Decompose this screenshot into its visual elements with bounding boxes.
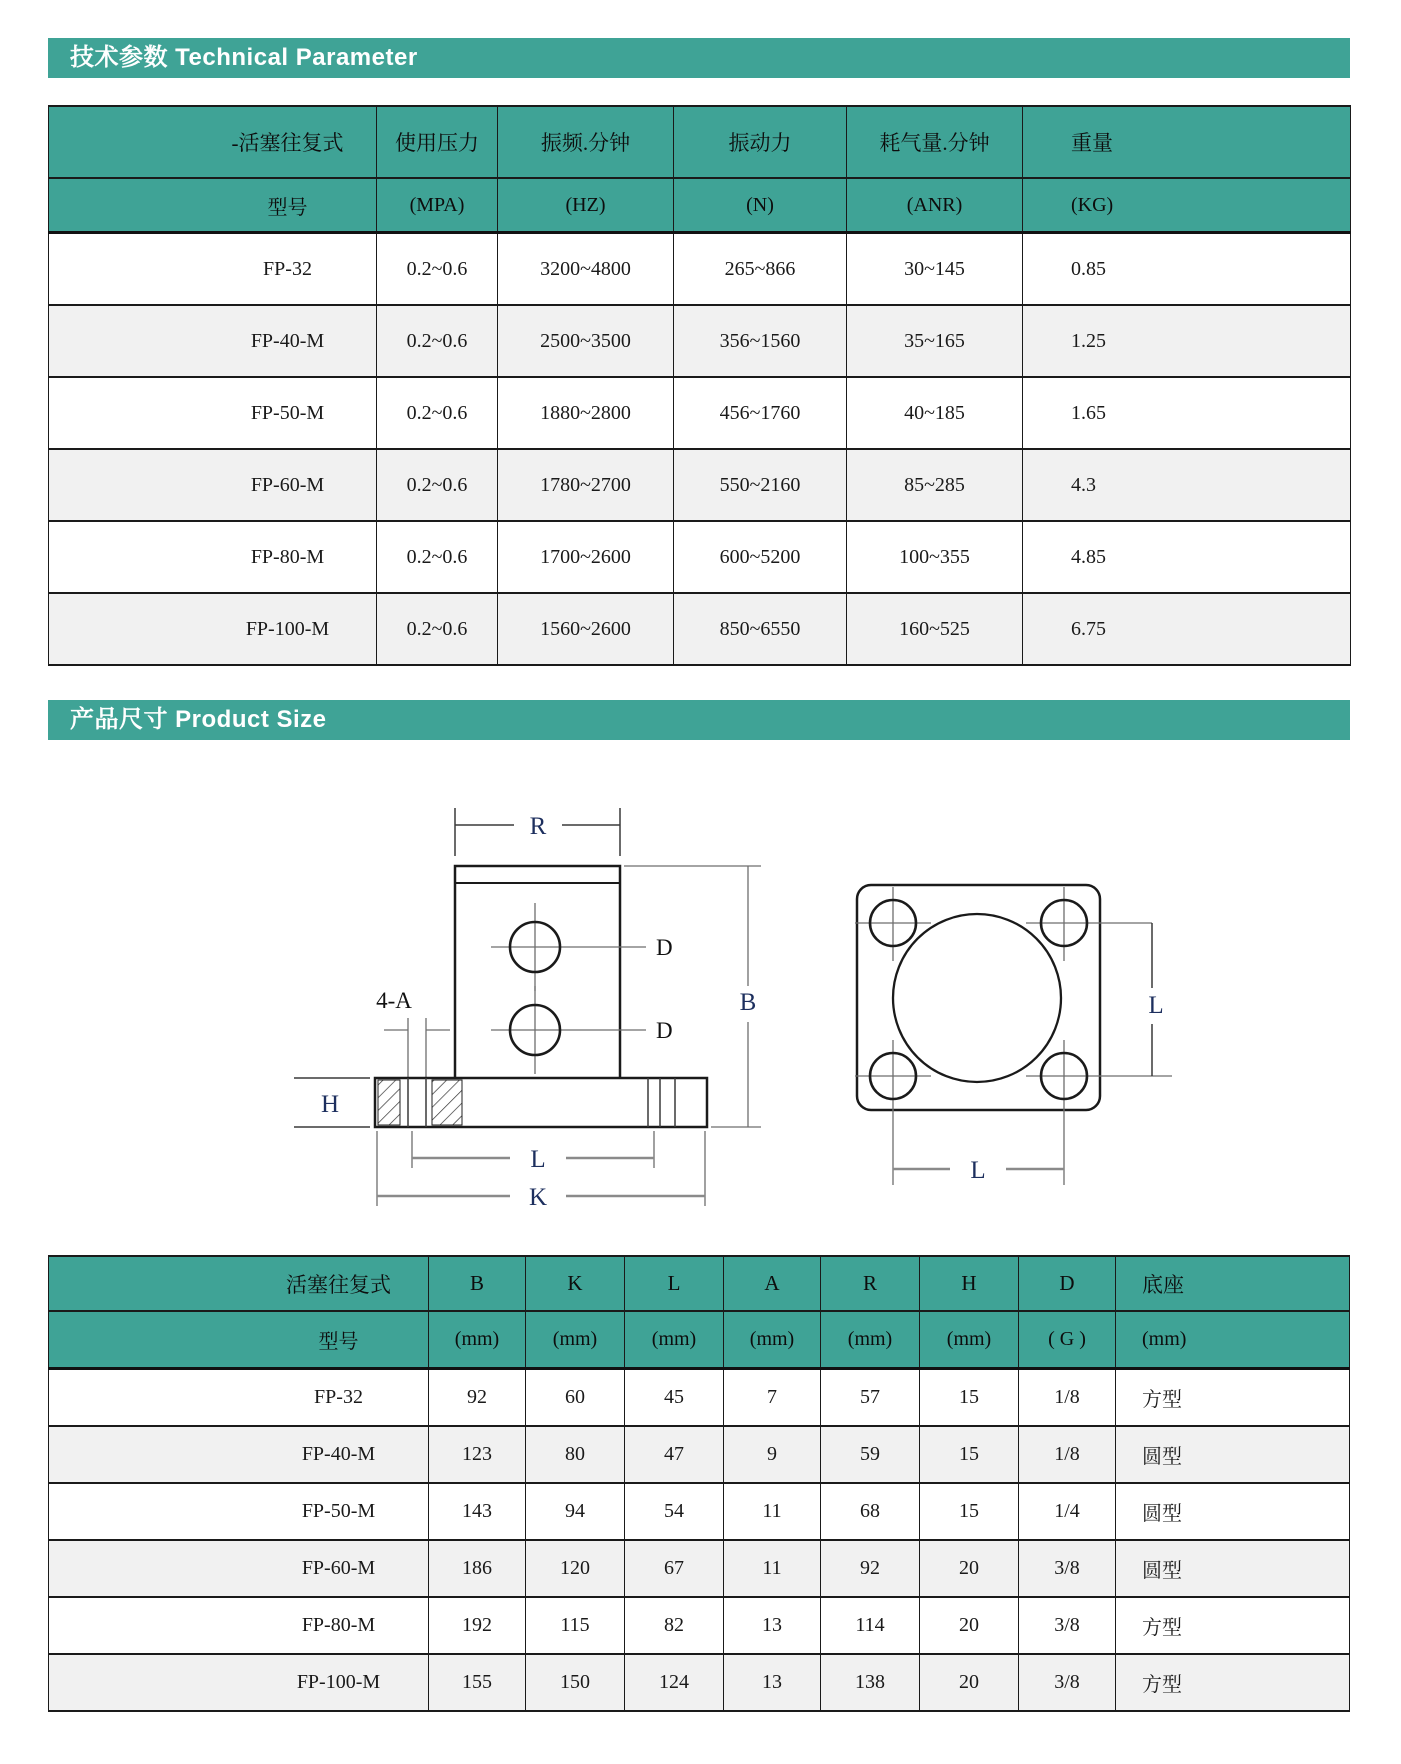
table-header-row xyxy=(49,178,1351,233)
table-cell: 0.2~0.6 xyxy=(377,233,498,306)
column-header: 使用压力 xyxy=(377,106,498,178)
column-header: 耗气量.分钟 xyxy=(847,106,1023,178)
dim-label-h: H xyxy=(320,1091,340,1118)
column-header: 振动力 xyxy=(674,106,847,178)
model-cell: FP-100-M xyxy=(49,1654,429,1711)
column-header: 振频.分钟 xyxy=(498,106,674,178)
table-cell: 1700~2600 xyxy=(498,521,674,593)
table-row xyxy=(49,521,1351,593)
table-row xyxy=(49,233,1351,306)
table-cell: 1.25 xyxy=(1023,305,1351,377)
column-header: 活塞往复式 xyxy=(49,1256,429,1311)
table-cell: 115 xyxy=(526,1597,625,1654)
table-cell: 2500~3500 xyxy=(498,305,674,377)
column-header: (mm) xyxy=(429,1311,526,1369)
table-cell: 1/4 xyxy=(1019,1483,1116,1540)
table-cell: 0.2~0.6 xyxy=(377,521,498,593)
table-row xyxy=(49,1483,1350,1540)
table-cell: 7 xyxy=(724,1369,821,1427)
table-cell: 68 xyxy=(821,1483,920,1540)
column-header: B xyxy=(429,1256,526,1311)
table-cell: 20 xyxy=(920,1540,1019,1597)
dim-label-l-side: L xyxy=(1148,992,1164,1019)
table-cell: 94 xyxy=(526,1483,625,1540)
table-cell: 60 xyxy=(526,1369,625,1427)
table-cell: 方型 xyxy=(1116,1597,1350,1654)
table-cell: 92 xyxy=(821,1540,920,1597)
table-cell: 圆型 xyxy=(1116,1483,1350,1540)
table-cell: 0.2~0.6 xyxy=(377,377,498,449)
table-cell: 155 xyxy=(429,1654,526,1711)
table-cell: 0.85 xyxy=(1023,233,1351,306)
table-cell: 80 xyxy=(526,1426,625,1483)
table-cell: 1880~2800 xyxy=(498,377,674,449)
table-cell: 600~5200 xyxy=(674,521,847,593)
table-row xyxy=(49,1597,1350,1654)
table-cell: 0.2~0.6 xyxy=(377,305,498,377)
table-cell: 47 xyxy=(625,1426,724,1483)
table-cell: 4.3 xyxy=(1023,449,1351,521)
table-cell: 0.2~0.6 xyxy=(377,449,498,521)
table-cell: 方型 xyxy=(1116,1654,1350,1711)
flange-hatch-left xyxy=(378,1080,400,1125)
table-cell: 40~185 xyxy=(847,377,1023,449)
table-cell: 100~355 xyxy=(847,521,1023,593)
dim-label-k: K xyxy=(528,1184,548,1211)
column-header: (N) xyxy=(674,178,847,233)
table-cell: 20 xyxy=(920,1597,1019,1654)
top-view xyxy=(855,885,1172,1185)
table-cell: 4.85 xyxy=(1023,521,1351,593)
table-cell: 方型 xyxy=(1116,1369,1350,1427)
column-header: (KG) xyxy=(1023,178,1351,233)
table-row xyxy=(49,305,1351,377)
dim-label-d-bottom: D xyxy=(656,1018,673,1043)
table-cell: 1780~2700 xyxy=(498,449,674,521)
section-header-product-size: 产品尺寸 Product Size xyxy=(48,700,1350,740)
table-cell: 124 xyxy=(625,1654,724,1711)
front-view xyxy=(294,808,761,1211)
dimension-drawing xyxy=(48,740,1350,1245)
column-header: R xyxy=(821,1256,920,1311)
table-cell: 45 xyxy=(625,1369,724,1427)
table-cell: 54 xyxy=(625,1483,724,1540)
table-cell: 123 xyxy=(429,1426,526,1483)
table-cell: 850~6550 xyxy=(674,593,847,665)
table-cell: 1.65 xyxy=(1023,377,1351,449)
column-header: (mm) xyxy=(526,1311,625,1369)
table-cell: 1560~2600 xyxy=(498,593,674,665)
column-header: K xyxy=(526,1256,625,1311)
table-cell: 20 xyxy=(920,1654,1019,1711)
column-header: 型号 xyxy=(49,1311,429,1369)
dim-label-l-bottom: L xyxy=(970,1157,986,1184)
column-header: ( G ) xyxy=(1019,1311,1116,1369)
table-cell: 35~165 xyxy=(847,305,1023,377)
dim-label-d-top: D xyxy=(656,935,673,960)
table-cell: 3/8 xyxy=(1019,1597,1116,1654)
flange-hatch-right xyxy=(432,1080,462,1125)
dim-label-4a: 4-A xyxy=(376,988,412,1013)
section-header-technical-parameter: 技术参数 Technical Parameter xyxy=(48,38,1350,78)
table-cell: 30~145 xyxy=(847,233,1023,306)
column-header: (mm) xyxy=(821,1311,920,1369)
table-cell: 9 xyxy=(724,1426,821,1483)
model-cell: FP-60-M xyxy=(49,1540,429,1597)
table-cell: 67 xyxy=(625,1540,724,1597)
table-cell: 85~285 xyxy=(847,449,1023,521)
table-cell: 13 xyxy=(724,1654,821,1711)
table-row xyxy=(49,1426,1350,1483)
table-cell: 11 xyxy=(724,1483,821,1540)
table-cell: 138 xyxy=(821,1654,920,1711)
table-cell: 82 xyxy=(625,1597,724,1654)
table-cell: 11 xyxy=(724,1540,821,1597)
table-cell: 0.2~0.6 xyxy=(377,593,498,665)
table-row xyxy=(49,593,1351,665)
table-header-row xyxy=(49,106,1351,178)
table-cell: 6.75 xyxy=(1023,593,1351,665)
product-size-table xyxy=(48,1255,1350,1712)
column-header: (mm) xyxy=(625,1311,724,1369)
dim-line-4a xyxy=(384,1018,450,1078)
dim-label-b: B xyxy=(739,989,757,1016)
model-cell: FP-40-M xyxy=(49,1426,429,1483)
table-cell: 550~2160 xyxy=(674,449,847,521)
model-cell: FP-50-M xyxy=(49,377,377,449)
table-cell: 3200~4800 xyxy=(498,233,674,306)
model-cell: FP-32 xyxy=(49,233,377,306)
table-cell: 143 xyxy=(429,1483,526,1540)
column-header: A xyxy=(724,1256,821,1311)
table-cell: 57 xyxy=(821,1369,920,1427)
table-cell: 圆型 xyxy=(1116,1540,1350,1597)
model-cell: FP-40-M xyxy=(49,305,377,377)
column-header: (mm) xyxy=(724,1311,821,1369)
table-cell: 186 xyxy=(429,1540,526,1597)
table-cell: 3/8 xyxy=(1019,1540,1116,1597)
column-header: 底座 xyxy=(1116,1256,1350,1311)
table-cell: 456~1760 xyxy=(674,377,847,449)
table-cell: 192 xyxy=(429,1597,526,1654)
column-header: (MPA) xyxy=(377,178,498,233)
column-header: D xyxy=(1019,1256,1116,1311)
table-cell: 120 xyxy=(526,1540,625,1597)
table-cell: 15 xyxy=(920,1483,1019,1540)
table-cell: 15 xyxy=(920,1369,1019,1427)
table-cell: 1/8 xyxy=(1019,1369,1116,1427)
table-cell: 15 xyxy=(920,1426,1019,1483)
table-cell: 265~866 xyxy=(674,233,847,306)
table-cell: 160~525 xyxy=(847,593,1023,665)
table-header-row xyxy=(49,1256,1350,1311)
flange-base-outline xyxy=(375,1078,707,1127)
table-cell: 3/8 xyxy=(1019,1654,1116,1711)
dim-label-l-front: L xyxy=(530,1146,546,1173)
column-header: L xyxy=(625,1256,724,1311)
column-header: (mm) xyxy=(920,1311,1019,1369)
table-row xyxy=(49,1654,1350,1711)
column-header: 型号 xyxy=(49,178,377,233)
table-cell: 150 xyxy=(526,1654,625,1711)
column-header: (mm) xyxy=(1116,1311,1350,1369)
model-cell: FP-60-M xyxy=(49,449,377,521)
model-cell: FP-100-M xyxy=(49,593,377,665)
model-cell: FP-50-M xyxy=(49,1483,429,1540)
column-header: (ANR) xyxy=(847,178,1023,233)
table-row xyxy=(49,377,1351,449)
table-row xyxy=(49,1369,1350,1427)
table-cell: 圆型 xyxy=(1116,1426,1350,1483)
model-cell: FP-32 xyxy=(49,1369,429,1427)
table-cell: 92 xyxy=(429,1369,526,1427)
table-cell: 1/8 xyxy=(1019,1426,1116,1483)
column-header: (HZ) xyxy=(498,178,674,233)
column-header: -活塞往复式 xyxy=(49,106,377,178)
table-cell: 356~1560 xyxy=(674,305,847,377)
dim-label-r: R xyxy=(529,813,547,840)
technical-parameter-table xyxy=(48,105,1351,666)
table-row xyxy=(49,1540,1350,1597)
model-cell: FP-80-M xyxy=(49,1597,429,1654)
column-header: H xyxy=(920,1256,1019,1311)
table-header-row xyxy=(49,1311,1350,1369)
table-row xyxy=(49,449,1351,521)
table-cell: 13 xyxy=(724,1597,821,1654)
table-cell: 59 xyxy=(821,1426,920,1483)
table-cell: 114 xyxy=(821,1597,920,1654)
model-cell: FP-80-M xyxy=(49,521,377,593)
column-header: 重量 xyxy=(1023,106,1351,178)
